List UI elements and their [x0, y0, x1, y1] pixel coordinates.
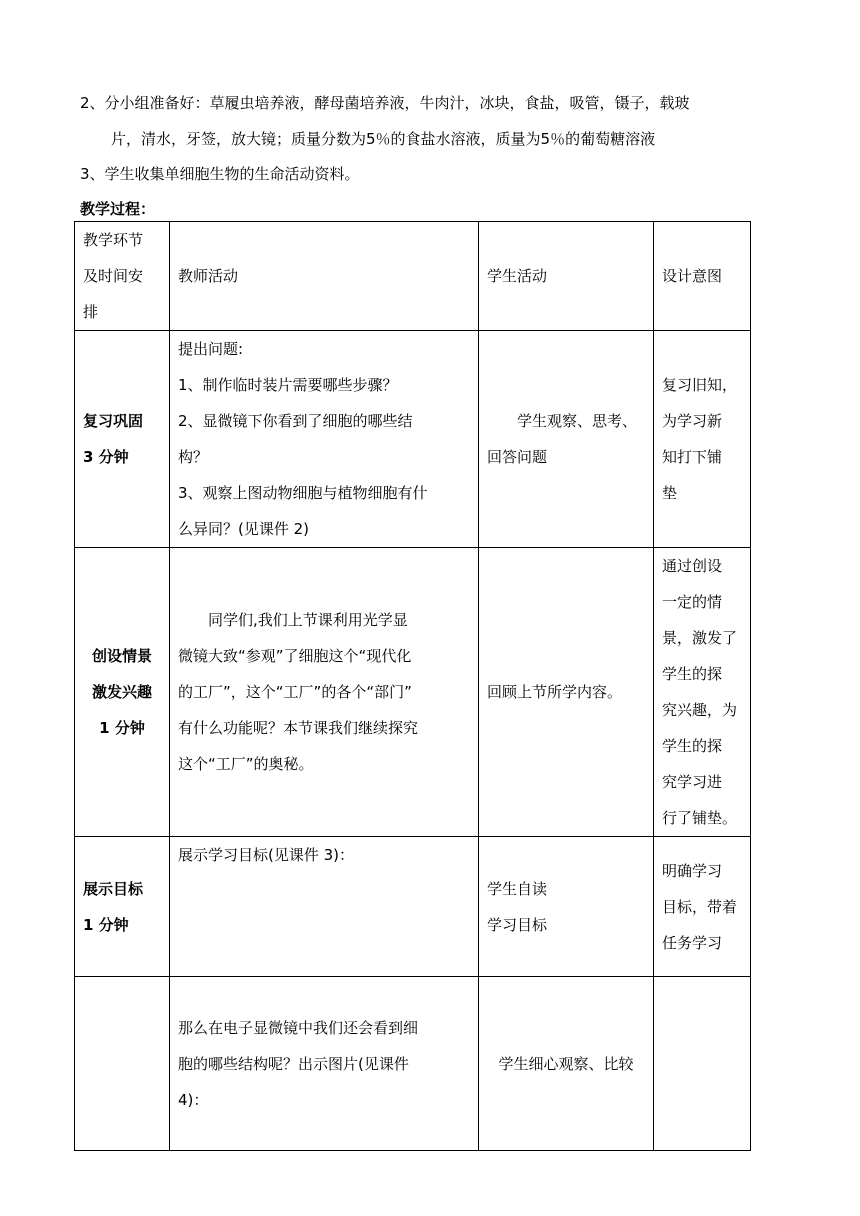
- student-line: 回答问题: [487, 448, 548, 466]
- intent-line: 明确学习: [662, 861, 723, 880]
- stage-cell: [75, 548, 170, 837]
- student-cell: [479, 837, 654, 977]
- teacher-line: 4)：: [178, 1090, 209, 1109]
- header-stage: [75, 222, 170, 331]
- section-heading: 教学过程：: [80, 200, 156, 218]
- teacher-line: 这个“工厂”的奥秘。: [178, 755, 314, 773]
- teacher-line: 构？: [178, 448, 209, 466]
- stage-cell: [75, 837, 170, 977]
- student-cell: 学生细心观察、比较: [479, 977, 654, 1151]
- intent-line: 为学习新: [662, 412, 723, 430]
- stage-cell: [75, 331, 170, 548]
- intent-line: 学生的探: [662, 665, 723, 683]
- student-line: 学生自读: [487, 879, 548, 898]
- stage-cell: [75, 977, 170, 1151]
- intent-line: 究兴趣，为: [662, 701, 738, 719]
- teacher-cell: [170, 977, 479, 1151]
- stage-line: 3 分钟: [83, 448, 129, 466]
- header-stage-line: 及时间安: [83, 267, 144, 285]
- intent-line: 一定的情: [662, 593, 723, 611]
- teacher-line: 胞的哪些结构呢？出示图片(见课件: [178, 1054, 409, 1073]
- teacher-line: 同学们,我们上节课利用光学显: [208, 611, 408, 629]
- intent-line: 目标，带着: [662, 897, 738, 916]
- student-cell: [479, 331, 654, 548]
- teacher-line: 3、观察上图动物细胞与植物细胞有什: [178, 484, 428, 502]
- header-stage-line: 教学环节: [83, 231, 144, 249]
- intent-cell: [654, 331, 751, 548]
- intent-line: 行了铺垫。: [662, 809, 738, 827]
- teacher-cell: [170, 837, 479, 977]
- intent-line: 任务学习: [662, 933, 723, 952]
- stage-line: 1 分钟: [83, 915, 129, 934]
- header-teacher: 教师活动: [170, 222, 479, 331]
- intent-line: 学生的探: [662, 737, 723, 755]
- table-row: [75, 977, 751, 1151]
- stage-line: 激发兴趣: [91, 683, 152, 701]
- stage-line: 展示目标: [83, 879, 144, 898]
- header-student: 学生活动: [479, 222, 654, 331]
- intent-cell: [654, 977, 751, 1151]
- intent-line: 通过创设: [662, 557, 723, 575]
- teacher-line: 2、显微镜下你看到了细胞的哪些结: [178, 412, 413, 430]
- header-intent: 设计意图: [654, 222, 751, 331]
- table-row: [75, 837, 751, 977]
- intent-cell: [654, 837, 751, 977]
- table-row: [75, 548, 751, 837]
- teacher-line: 么异同？(见课件 2): [178, 520, 310, 538]
- intro-line-1: 2、分小组准备好：草履虫培养液，酵母菌培养液，牛肉汁，冰块，食盐，吸管，镊子，载玻: [80, 94, 690, 112]
- lesson-table: [74, 221, 751, 1151]
- teacher-cell: [170, 331, 479, 548]
- intent-line: 复习旧知，: [662, 376, 738, 394]
- intent-line: 垫: [662, 484, 678, 502]
- intent-line: 景，激发了: [662, 629, 738, 647]
- stage-line: 创设情景: [91, 647, 152, 665]
- teacher-line: 那么在电子显微镜中我们还会看到细: [178, 1018, 419, 1037]
- intent-line: 知打下铺: [662, 448, 723, 466]
- teacher-line: 有什么功能呢？本节课我们继续探究: [178, 719, 419, 737]
- teacher-line: 1、制作临时装片需要哪些步骤？: [178, 376, 398, 394]
- table-header-row: [75, 222, 751, 331]
- teacher-line: 展示学习目标(见课件 3)：: [178, 846, 355, 864]
- intent-line: 究学习进: [662, 773, 723, 791]
- stage-line: 1 分钟: [99, 719, 145, 737]
- student-cell: 回顾上节所学内容。: [479, 548, 654, 837]
- table-row: [75, 331, 751, 548]
- intro-line-3: 3、学生收集单细胞生物的生命活动资料。: [80, 165, 360, 183]
- teacher-line: 的工厂”，这个“工厂”的各个“部门”: [178, 683, 412, 701]
- stage-line: 复习巩固: [83, 412, 144, 430]
- header-stage-line: 排: [83, 303, 99, 321]
- intro-line-2: 片，清水，牙签，放大镜；质量分数为5％的食盐水溶液，质量为5％的葡萄糖溶液: [111, 130, 656, 148]
- teacher-line: 提出问题:: [178, 340, 244, 358]
- teacher-cell: [170, 548, 479, 837]
- student-line: 学习目标: [487, 915, 548, 934]
- teacher-line: 微镜大致“参观”了细胞这个“现代化: [178, 647, 412, 665]
- student-line: 学生观察、思考、: [517, 412, 638, 430]
- intent-cell: [654, 548, 751, 837]
